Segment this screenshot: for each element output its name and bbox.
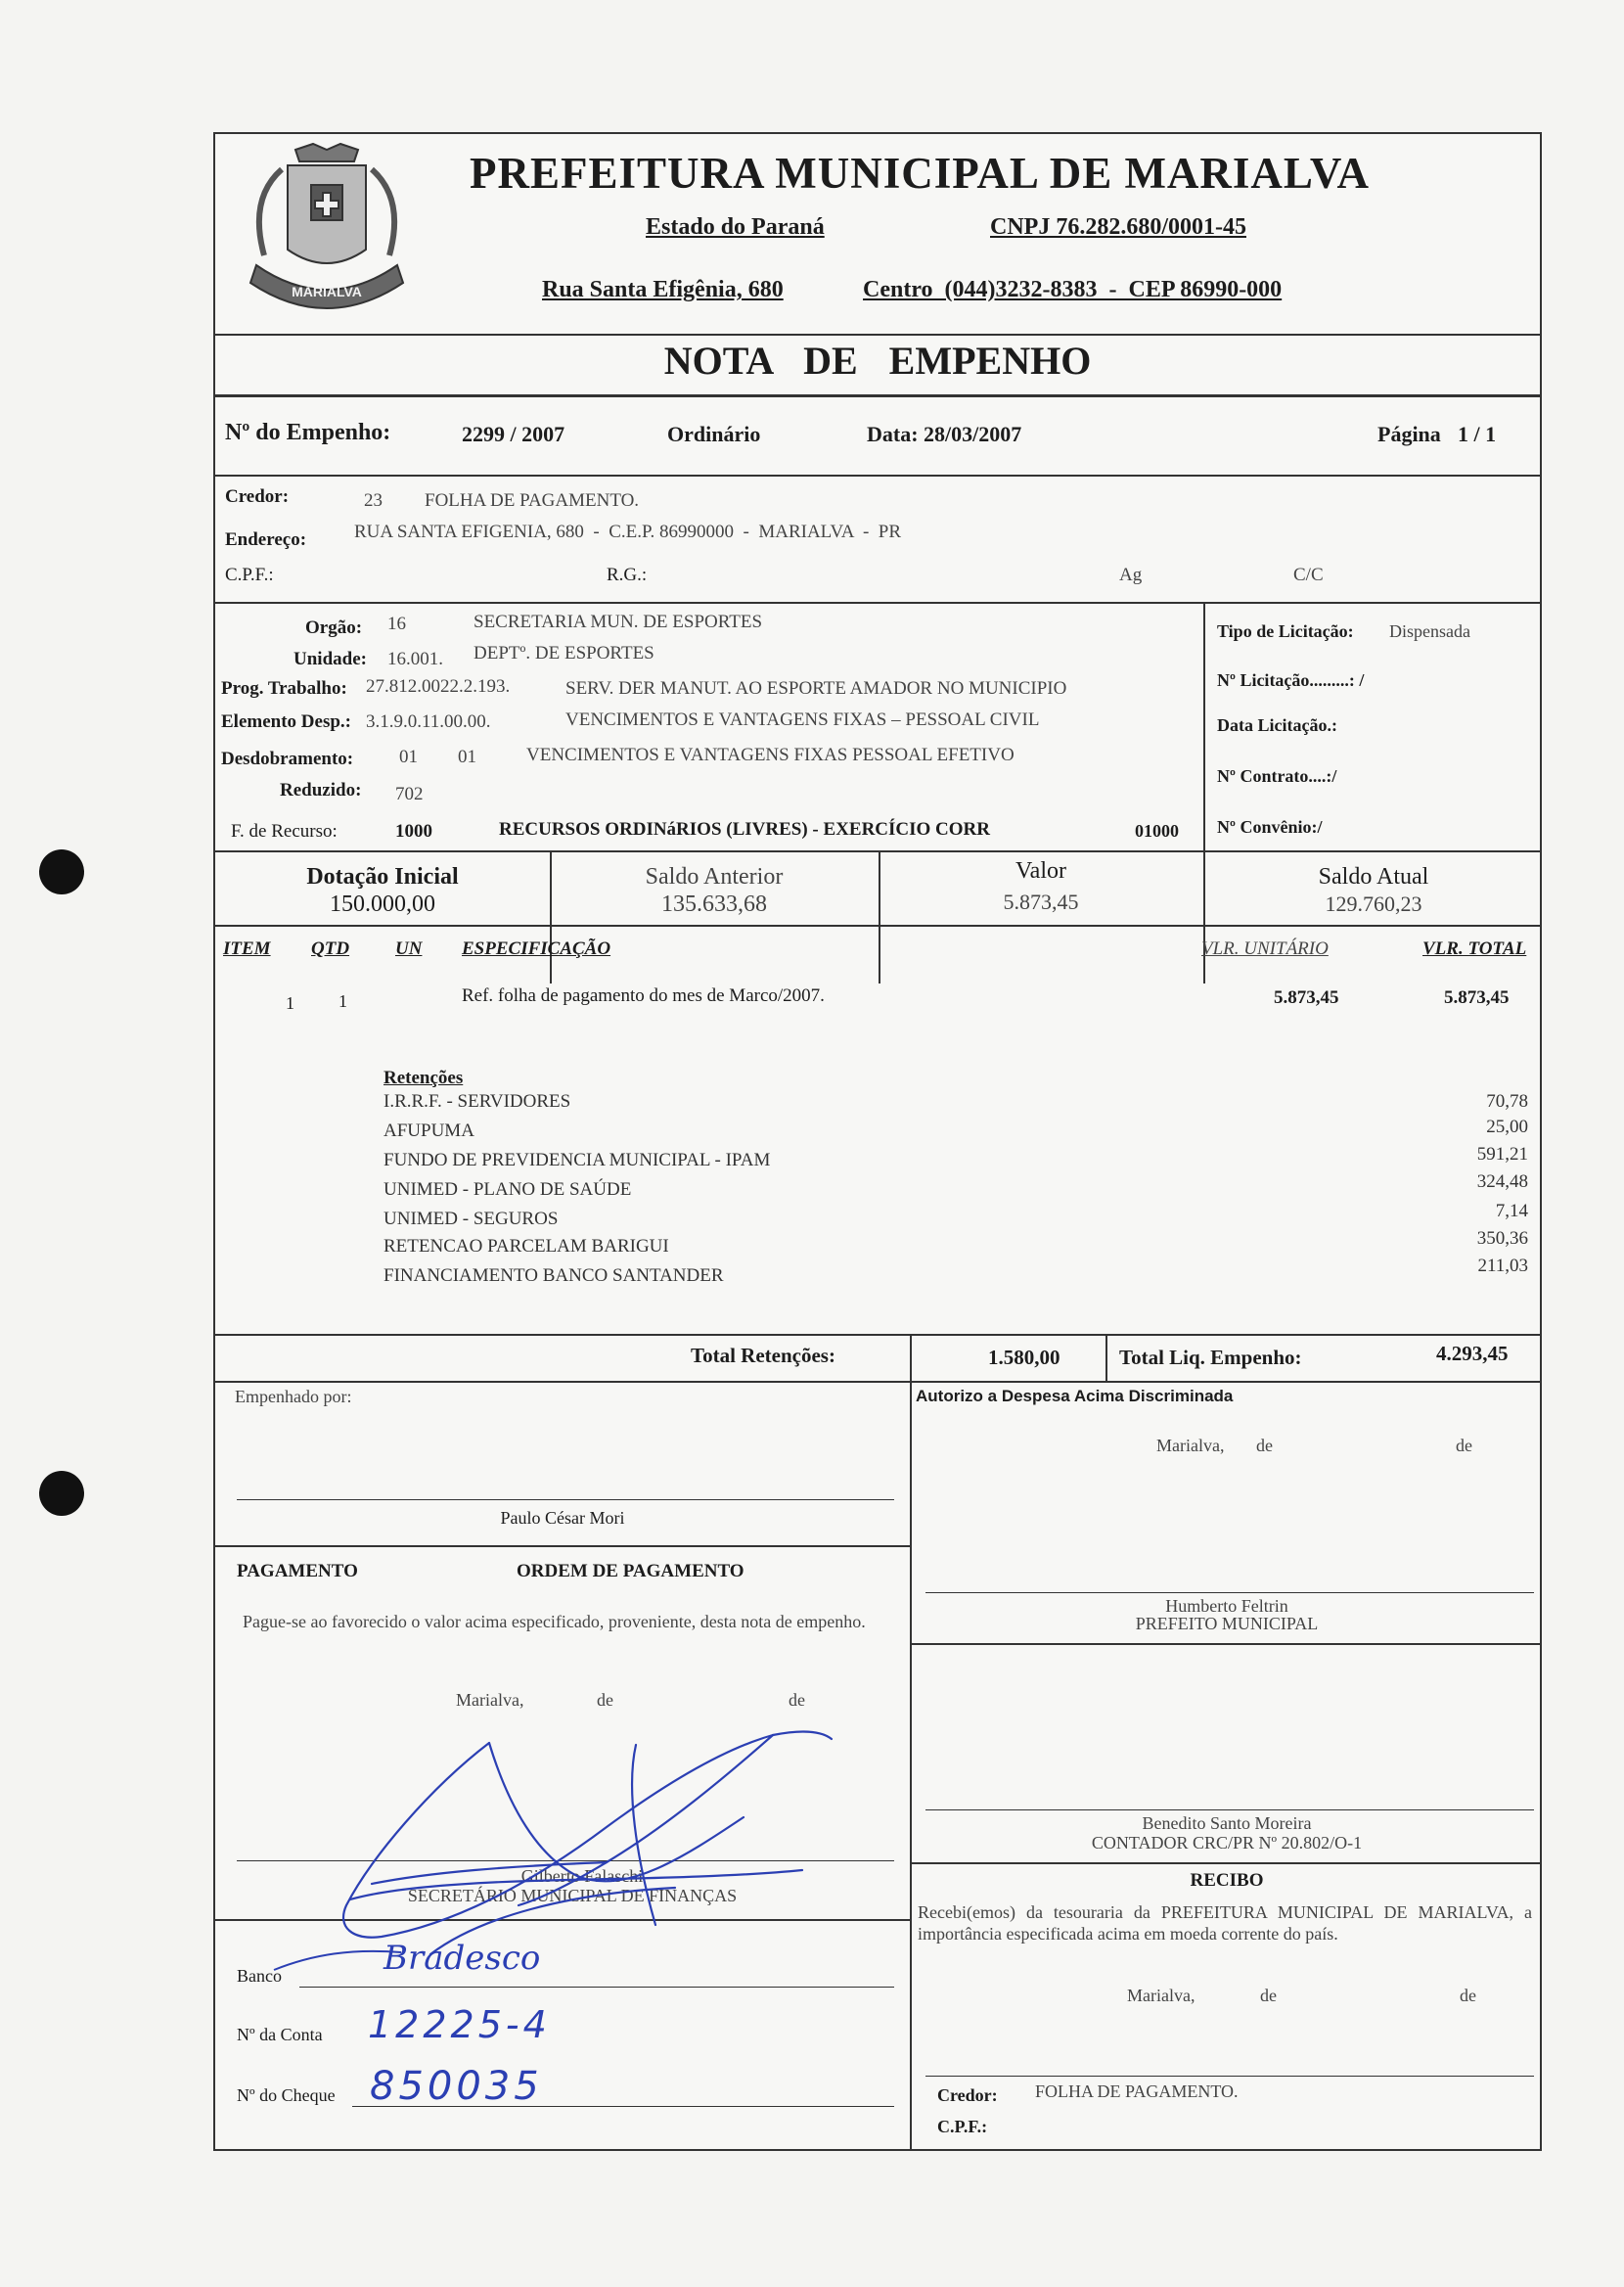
conta-label: Nº da Conta	[237, 2025, 323, 2044]
empenho-document	[213, 132, 1542, 2151]
municipal-seal	[229, 140, 425, 332]
cnpj: CNPJ 76.282.680/0001-45	[990, 214, 1246, 240]
state-name: Estado do Paraná	[646, 214, 825, 240]
desdobramento-code-1: 01	[399, 747, 418, 767]
empenho-number: 2299 / 2007	[462, 422, 565, 446]
credor-address: RUA SANTA EFIGENIA, 680 - C.E.P. 86990000 - MARIALVA - PR	[354, 522, 902, 542]
retencao-name: FUNDO DE PREVIDENCIA MUNICIPAL - IPAM	[383, 1150, 771, 1170]
ordem-pagamento-label: ORDEM DE PAGAMENTO	[517, 1561, 744, 1581]
punch-hole-bottom	[39, 1471, 84, 1516]
banco-label: Banco	[237, 1966, 282, 1986]
dotacao-label: Dotação Inicial	[306, 864, 459, 890]
convenio-numero: Nº Convênio:/	[1217, 817, 1323, 837]
retencao-value: 25,00	[1486, 1117, 1528, 1137]
item-unit-value: 5.873,45	[1274, 987, 1339, 1008]
unidade-code: 16.001.	[387, 649, 443, 669]
prefeito-role: PREFEITO MUNICIPAL	[1135, 1614, 1319, 1633]
orgao-label: Orgão:	[305, 617, 363, 638]
recibo-cpf-label: C.P.F.:	[937, 2117, 988, 2136]
empenhado-label: Empenhado por:	[235, 1387, 352, 1406]
cheque-label: Nº do Cheque	[237, 2085, 336, 2105]
desdobramento-name: VENCIMENTOS E VANTAGENS FIXAS PESSOAL EFETIVO	[526, 745, 1015, 765]
retencao-name: RETENCAO PARCELAM BARIGUI	[383, 1236, 669, 1257]
secretario-name: Gilberto Falaschi	[520, 1866, 644, 1886]
prog-code: 27.812.0022.2.193.	[366, 676, 511, 697]
prefeito-name: Humberto Feltrin	[1165, 1596, 1288, 1616]
secretario-role: SECRETÁRIO MUNICIPAL DE FINANÇAS	[407, 1886, 738, 1905]
total-liquido-value: 4.293,45	[1436, 1342, 1509, 1365]
prog-name: SERV. DER MANUT. AO ESPORTE AMADOR NO MUNICIPIO	[565, 678, 1067, 699]
dotacao-value: 150.000,00	[330, 892, 435, 917]
reduzido-value: 702	[395, 784, 424, 804]
elemento-label: Elemento Desp.:	[221, 711, 351, 732]
elemento-name: VENCIMENTOS E VANTAGENS FIXAS – PESSOAL CIVIL	[565, 709, 1040, 730]
item-description: Ref. folha de pagamento do mes de Marco/2007.	[462, 985, 825, 1006]
recibo-title: RECIBO	[1190, 1870, 1264, 1891]
credor-label: Credor:	[225, 486, 290, 507]
retencao-name: FINANCIAMENTO BANCO SANTANDER	[383, 1265, 724, 1286]
retencao-name: AFUPUMA	[383, 1121, 474, 1141]
recibo-text: Recebi(emos) da tesouraria da PREFEITURA MUNICIPAL DE MARIALVA, a importância especificada acima em moeda corrente do país.	[918, 1902, 1532, 1944]
autorizo-city: Marialva,	[1156, 1436, 1225, 1455]
desdobramento-label: Desdobramento:	[221, 749, 354, 769]
retencao-value: 591,21	[1476, 1144, 1528, 1165]
saldo-atual-value: 129.760,23	[1325, 892, 1422, 916]
contador-name: Benedito Santo Moreira	[1142, 1813, 1312, 1833]
ordem-pagamento-text: Pague-se ao favorecido o valor acima especificado, proveniente, desta nota de empenho.	[243, 1612, 866, 1631]
licitacao-tipo-value: Dispensada	[1389, 621, 1470, 641]
desdobramento-code-2: 01	[458, 747, 476, 767]
col-item: ITEM	[223, 938, 271, 959]
contador-role: CONTADOR CRC/PR Nº 20.802/O-1	[1091, 1833, 1363, 1852]
retencao-name: UNIMED - SEGUROS	[383, 1209, 559, 1229]
page-number: 1 / 1	[1458, 422, 1497, 446]
handwritten-signature	[313, 1661, 939, 1974]
pagamento-label: PAGAMENTO	[237, 1561, 358, 1581]
item-number: 1	[286, 993, 294, 1013]
total-retencoes-value: 1.580,00	[988, 1346, 1060, 1369]
col-valor-unitario: VLR. UNITÁRIO	[1201, 938, 1329, 959]
rg-label: R.G.:	[607, 565, 648, 585]
total-retencoes-label: Total Retenções:	[691, 1344, 835, 1367]
retencao-value: 70,78	[1486, 1091, 1528, 1112]
orgao-name: SECRETARIA MUN. DE ESPORTES	[474, 612, 763, 632]
conta-handwritten: 12225-4	[368, 2003, 551, 2046]
cpf-label: C.P.F.:	[225, 565, 274, 585]
seal-text: MARIALVA	[292, 284, 362, 299]
credor-code: 23	[364, 490, 383, 511]
unidade-label: Unidade:	[293, 649, 367, 669]
licitacao-data: Data Licitação.:	[1217, 715, 1337, 735]
elemento-code: 3.1.9.0.11.00.00.	[366, 711, 491, 732]
punch-hole-top	[39, 849, 84, 894]
page-title: PREFEITURA MUNICIPAL DE MARIALVA	[469, 149, 1371, 198]
recibo-credor-label: Credor:	[937, 2085, 998, 2105]
empenho-type: Ordinário	[667, 422, 761, 446]
address-line: Rua Santa Efigênia, 680	[542, 277, 784, 302]
pagamento-de-1: de	[597, 1690, 613, 1710]
banco-handwritten: Bradesco	[383, 1939, 541, 1978]
licitacao-numero: Nº Licitação.........: /	[1217, 670, 1365, 690]
recurso-code: 1000	[395, 821, 432, 842]
col-qtd: QTD	[311, 938, 350, 959]
retencao-value: 324,48	[1476, 1171, 1528, 1192]
recurso-label: F. de Recurso:	[231, 821, 338, 842]
retencao-value: 211,03	[1477, 1256, 1528, 1276]
recibo-city: Marialva,	[1127, 1986, 1195, 2005]
col-un: UN	[395, 938, 423, 959]
autorizo-label: Autorizo a Despesa Acima Discriminada	[916, 1387, 1234, 1405]
reduzido-label: Reduzido:	[280, 780, 362, 800]
page-label: Página	[1377, 422, 1441, 446]
contrato-numero: Nº Contrato....:/	[1217, 766, 1337, 786]
valor-value: 5.873,45	[1003, 890, 1079, 914]
empenhado-signer: Paulo César Mori	[500, 1508, 625, 1528]
autorizo-de-1: de	[1256, 1436, 1273, 1455]
empenho-date: Data: 28/03/2007	[867, 422, 1022, 446]
bank-scribble	[235, 1935, 411, 1993]
retencao-name: UNIMED - PLANO DE SAÚDE	[383, 1179, 632, 1200]
retencao-name: I.R.R.F. - SERVIDORES	[383, 1091, 571, 1112]
recurso-sub: 01000	[1135, 821, 1179, 841]
credor-name: FOLHA DE PAGAMENTO.	[425, 490, 640, 511]
prog-label: Prog. Trabalho:	[221, 678, 347, 699]
recibo-de-2: de	[1460, 1986, 1476, 2005]
pagamento-de-2: de	[789, 1690, 805, 1710]
pagamento-city: Marialva,	[456, 1690, 524, 1710]
recurso-name: RECURSOS ORDINáRIOS (LIVRES) - EXERCÍCIO CORR	[499, 819, 990, 840]
saldo-anterior-value: 135.633,68	[661, 892, 767, 917]
col-especificacao: ESPECIFICAÇÃO	[462, 938, 611, 959]
total-liquido-label: Total Liq. Empenho:	[1119, 1346, 1302, 1369]
recibo-credor-value: FOLHA DE PAGAMENTO.	[1035, 2081, 1239, 2101]
retencoes-title: Retenções	[383, 1068, 464, 1088]
saldo-atual-label: Saldo Atual	[1318, 864, 1429, 890]
cc-label: C/C	[1293, 565, 1324, 585]
item-total-value: 5.873,45	[1444, 987, 1510, 1008]
recibo-de-1: de	[1260, 1986, 1277, 2005]
retencao-value: 350,36	[1476, 1228, 1528, 1249]
ag-label: Ag	[1119, 565, 1143, 585]
unidade-name: DEPTº. DE ESPORTES	[474, 643, 654, 663]
valor-label: Valor	[1015, 858, 1066, 884]
orgao-code: 16	[387, 614, 406, 634]
retencao-value: 7,14	[1495, 1201, 1528, 1221]
contact-line: Centro (044)3232-8383 - CEP 86990-000	[863, 277, 1283, 302]
cheque-handwritten: 850035	[370, 2064, 543, 2109]
empenho-label: Nº do Empenho:	[225, 420, 391, 445]
autorizo-de-2: de	[1456, 1436, 1472, 1455]
address-label: Endereço:	[225, 529, 307, 550]
item-qtd: 1	[338, 991, 347, 1011]
col-valor-total: VLR. TOTAL	[1422, 938, 1527, 959]
document-title: NOTA DE EMPENHO	[663, 339, 1092, 383]
licitacao-tipo-label: Tipo de Licitação:	[1217, 621, 1354, 641]
saldo-anterior-label: Saldo Anterior	[645, 864, 784, 890]
